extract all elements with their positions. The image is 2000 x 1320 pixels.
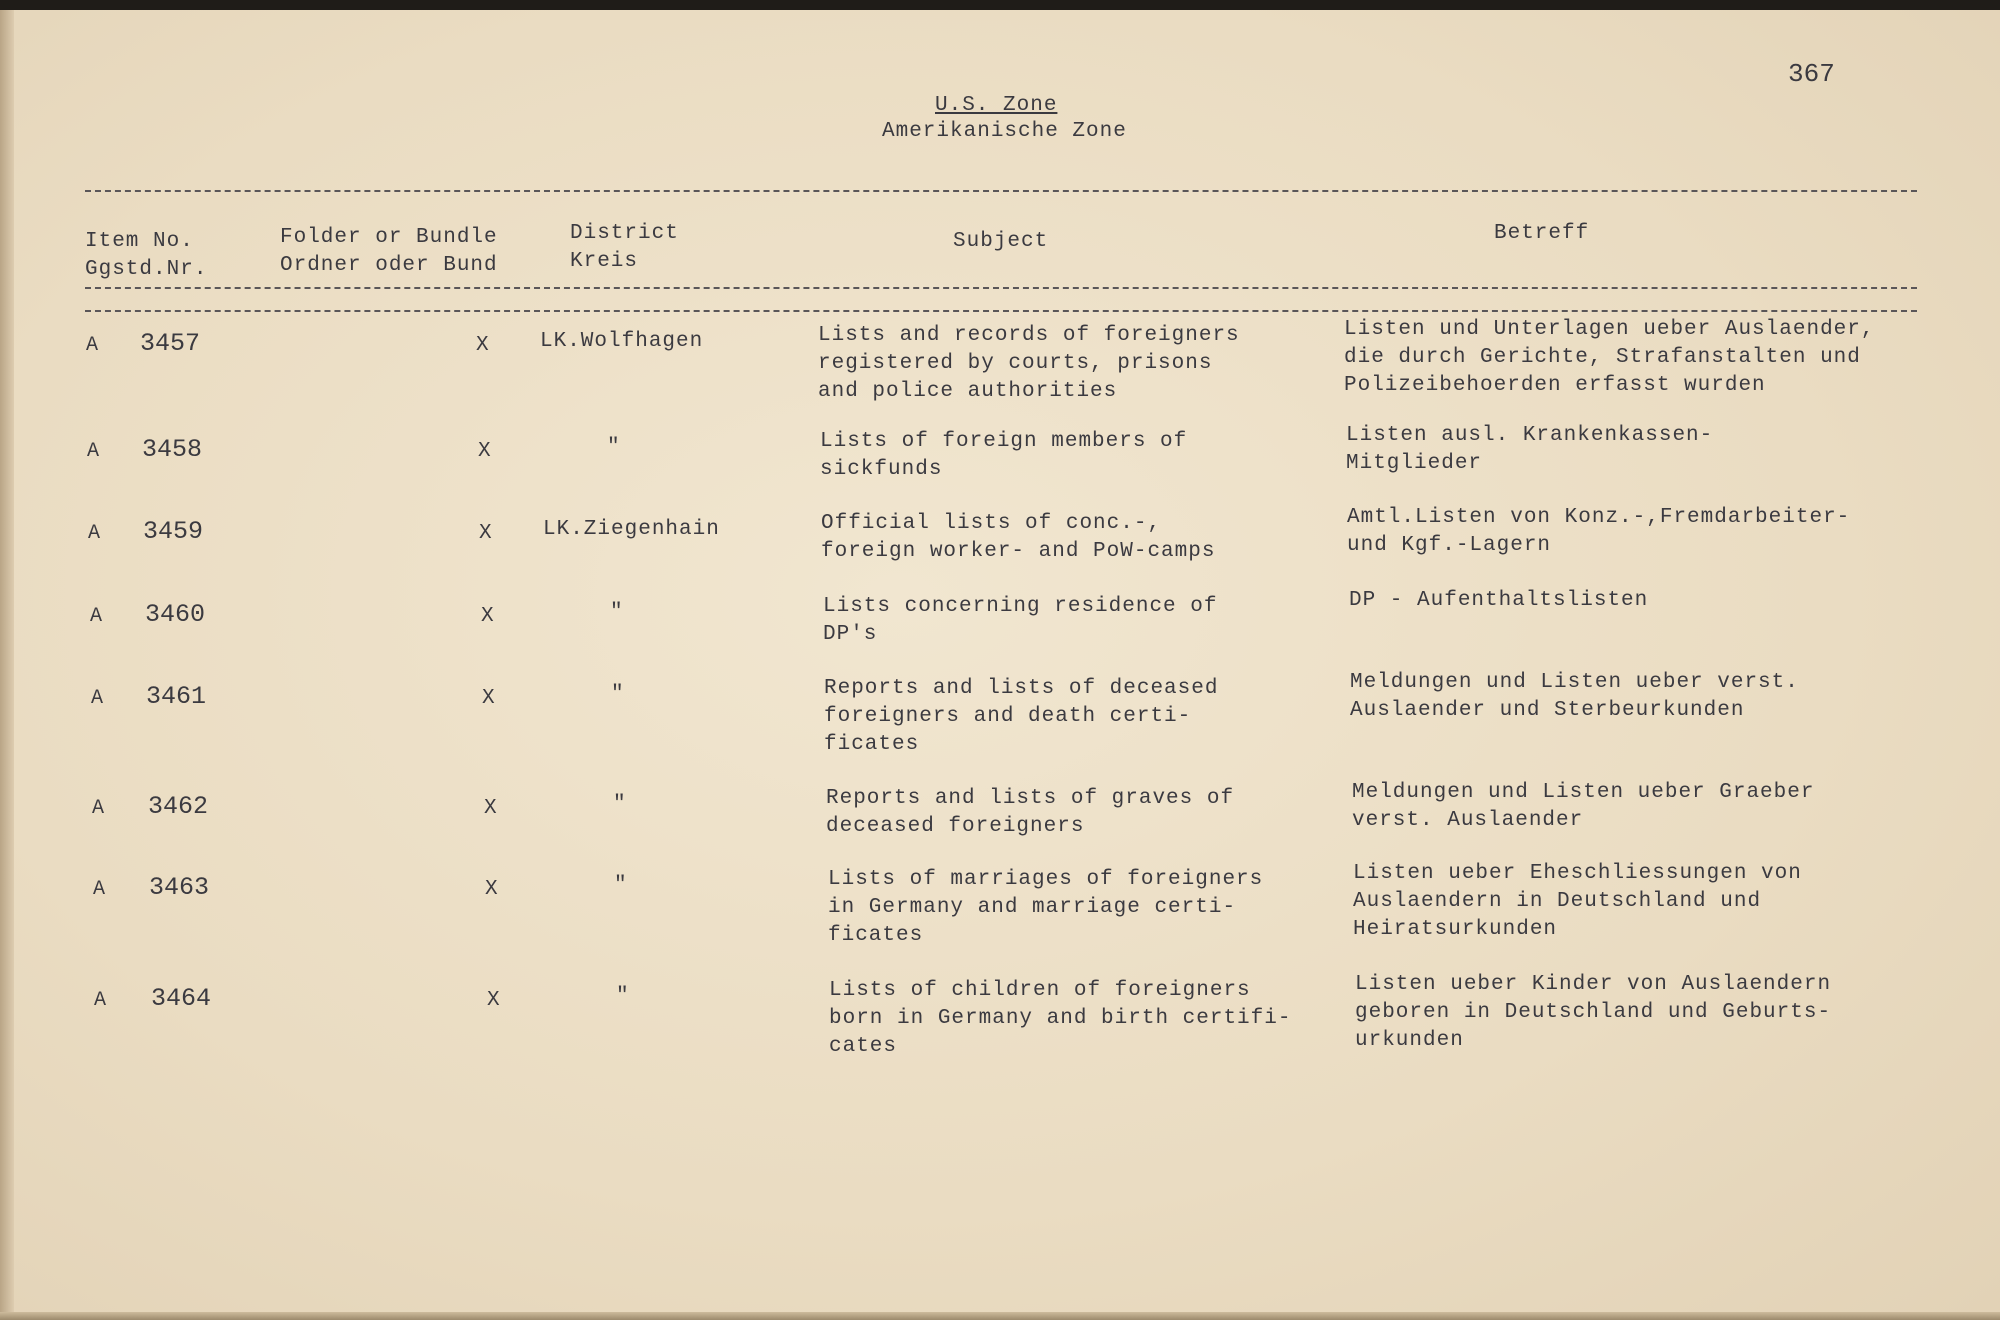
subject-line: ficates xyxy=(828,924,924,947)
betreff-line: Listen ueber Kinder von Auslaendern xyxy=(1355,973,1832,996)
subject-line: and police authorities xyxy=(818,380,1118,403)
betreff-line: Polizeibehoerden erfasst wurden xyxy=(1344,374,1766,397)
subject-line: registered by courts, prisons xyxy=(818,352,1213,375)
district-name: " xyxy=(613,793,627,816)
item-prefix: A xyxy=(93,878,107,901)
betreff-line: Auslaendern in Deutschland und xyxy=(1353,890,1762,913)
item-number: 3457 xyxy=(140,329,201,358)
item-number: 3460 xyxy=(145,600,206,629)
subject-line: Lists of children of foreigners xyxy=(829,979,1251,1002)
item-prefix: A xyxy=(91,687,105,710)
district-name: LK.Ziegenhain xyxy=(543,518,720,541)
betreff-line: Listen und Unterlagen ueber Auslaender, xyxy=(1344,318,1875,341)
folder-mark: X xyxy=(481,605,495,628)
header-subject: Subject xyxy=(953,230,1049,253)
header-district-en: District xyxy=(570,222,679,245)
subject-line: cates xyxy=(829,1035,898,1058)
header-district-de: Kreis xyxy=(570,250,639,273)
district-name: " xyxy=(607,436,621,459)
subject-line: deceased foreigners xyxy=(826,815,1085,838)
subject-line: born in Germany and birth certifi- xyxy=(829,1007,1292,1030)
header-mid-rule xyxy=(85,287,1917,289)
betreff-line: Amtl.Listen von Konz.-,Fremdarbeiter- xyxy=(1347,506,1851,529)
item-prefix: A xyxy=(86,334,100,357)
betreff-line: Auslaender und Sterbeurkunden xyxy=(1350,699,1745,722)
header-item-de: Ggstd.Nr. xyxy=(85,258,208,281)
page-number: 367 xyxy=(1788,59,1835,89)
item-number: 3464 xyxy=(151,984,212,1013)
subject-line: sickfunds xyxy=(820,458,943,481)
header-top-rule xyxy=(85,190,1917,192)
folder-mark: X xyxy=(482,687,496,710)
item-prefix: A xyxy=(92,797,106,820)
header-folder-de: Ordner oder Bund xyxy=(280,254,498,277)
subject-line: DP's xyxy=(823,623,878,646)
betreff-line: DP - Aufenthaltslisten xyxy=(1349,589,1649,612)
subject-line: Lists concerning residence of xyxy=(823,595,1218,618)
betreff-line: die durch Gerichte, Strafanstalten und xyxy=(1344,346,1861,369)
page-subtitle: Amerikanische Zone xyxy=(882,120,1127,143)
betreff-line: Meldungen und Listen ueber Graeber xyxy=(1352,781,1815,804)
district-name: " xyxy=(610,601,624,624)
item-number: 3459 xyxy=(143,517,204,546)
item-prefix: A xyxy=(94,989,108,1012)
header-item-en: Item No. xyxy=(85,230,194,253)
betreff-line: urkunden xyxy=(1355,1029,1464,1052)
betreff-line: Listen ueber Eheschliessungen von xyxy=(1353,862,1802,885)
page-edge xyxy=(0,1312,2000,1320)
subject-line: Reports and lists of graves of xyxy=(826,787,1235,810)
subject-line: Lists of foreign members of xyxy=(820,430,1188,453)
item-number: 3461 xyxy=(146,682,207,711)
folder-mark: X xyxy=(487,989,501,1012)
subject-line: Reports and lists of deceased xyxy=(824,677,1219,700)
subject-line: Lists and records of foreigners xyxy=(818,324,1240,347)
header-betreff: Betreff xyxy=(1494,222,1590,245)
betreff-line: geboren in Deutschland und Geburts- xyxy=(1355,1001,1832,1024)
betreff-line: Mitglieder xyxy=(1346,452,1483,475)
district-name: LK.Wolfhagen xyxy=(540,330,704,353)
item-prefix: A xyxy=(90,605,104,628)
subject-line: foreign worker- and PoW-camps xyxy=(821,540,1216,563)
subject-line: Official lists of conc.-, xyxy=(821,512,1162,535)
document-page xyxy=(0,10,2000,1315)
district-name: " xyxy=(616,985,630,1008)
folder-mark: X xyxy=(485,878,499,901)
item-prefix: A xyxy=(88,522,102,545)
district-name: " xyxy=(611,683,625,706)
item-prefix: A xyxy=(87,440,101,463)
subject-line: foreigners and death certi- xyxy=(824,705,1192,728)
subject-line: Lists of marriages of foreigners xyxy=(828,868,1264,891)
folder-mark: X xyxy=(478,440,492,463)
subject-line: ficates xyxy=(824,733,920,756)
header-folder-en: Folder or Bundle xyxy=(280,226,498,249)
betreff-line: Listen ausl. Krankenkassen- xyxy=(1346,424,1714,447)
betreff-line: Heiratsurkunden xyxy=(1353,918,1558,941)
folder-mark: X xyxy=(476,334,490,357)
subject-line: in Germany and marriage certi- xyxy=(828,896,1237,919)
item-number: 3462 xyxy=(148,792,209,821)
betreff-line: verst. Auslaender xyxy=(1352,809,1584,832)
header-bottom-rule xyxy=(85,310,1917,312)
betreff-line: Meldungen und Listen ueber verst. xyxy=(1350,671,1799,694)
district-name: " xyxy=(614,874,628,897)
page-title: U.S. Zone xyxy=(935,94,1058,117)
item-number: 3458 xyxy=(142,435,203,464)
betreff-line: und Kgf.-Lagern xyxy=(1347,534,1552,557)
book-gutter xyxy=(0,10,14,1315)
item-number: 3463 xyxy=(149,873,210,902)
folder-mark: X xyxy=(479,522,493,545)
folder-mark: X xyxy=(484,797,498,820)
